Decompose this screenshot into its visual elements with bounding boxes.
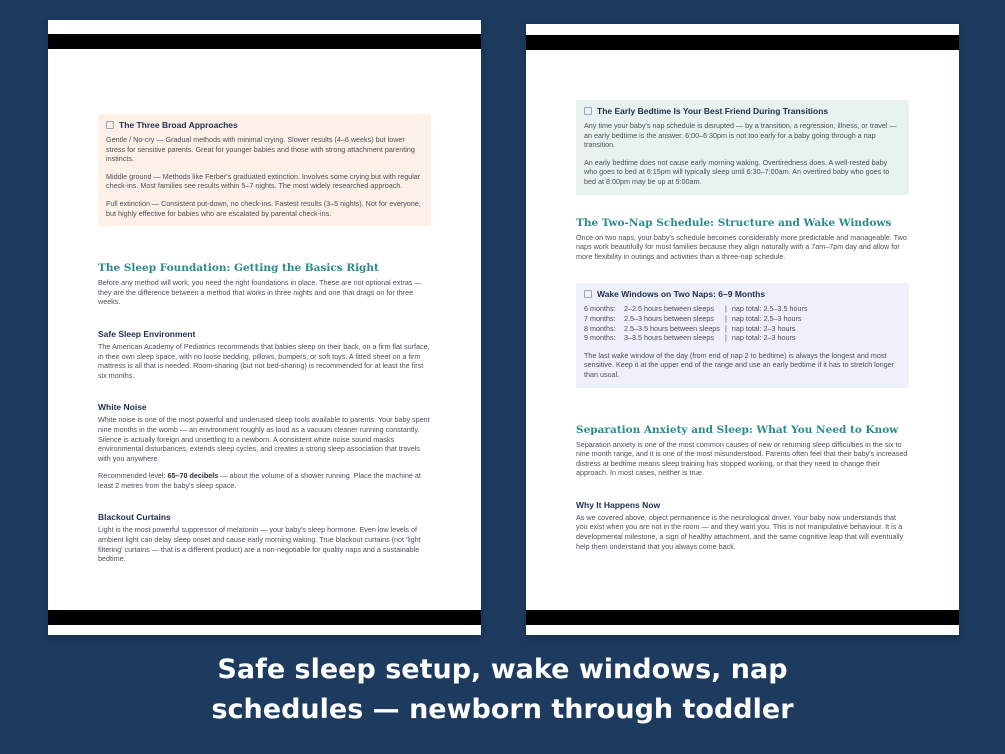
caption-line-1: Safe sleep setup, wake windows, nap <box>217 654 788 685</box>
early-bedtime-title: The Early Bedtime Is Your Best Friend During Transitions <box>597 106 829 116</box>
left-page <box>48 20 481 635</box>
approaches-callout <box>98 114 431 226</box>
separation-body: Separation anxiety is one of the most common causes of new or returning sleep difficulties in the six to nine month range, and it is one of the most misunderstood. Parents often feel that their baby's increased distress at bedtime means sleep training has stopped working, or that they need to change their approach. In most cases, neither is true. <box>576 439 908 478</box>
row-month: 6 months: <box>584 304 616 314</box>
caption-line-2: schedules — newborn through toddler <box>211 694 794 725</box>
callout-box-icon <box>584 290 592 298</box>
approaches-title: The Three Broad Approaches <box>119 120 238 130</box>
table-row <box>584 314 807 324</box>
row-separator: | <box>724 304 727 314</box>
row-range: 2–2.5 hours between sleeps <box>624 304 714 314</box>
why-body: As we covered above, object permanence is the neurological driver. Your baby now understands that you exist when you are not in the room — and they want you. This is not manipulative behaviour. It is a developmental milestone, a sign of healthy attachment, and the same cognitive leap that will eventually help them understand that you always come back. <box>576 512 904 551</box>
wake-windows-title: Wake Windows on Two Naps: 6–9 Months <box>597 289 766 300</box>
row-nap-total: nap total: 2–3 hours <box>731 333 796 343</box>
table-row <box>584 324 807 334</box>
row-nap-total: nap total: 2.5–3 hours <box>731 313 802 323</box>
page-top-bar <box>526 35 959 50</box>
caption <box>0 650 1005 730</box>
safe-sleep-heading: Safe Sleep Environment <box>98 328 196 339</box>
approach-gentle: Gentle / No-cry — Gradual methods with minimal crying. Slower results (4–6 weeks) but lower stress for sensitive parents. Great for younger babies and those with strong attachment parenting instincts. <box>106 135 415 164</box>
approach-extinction: Full extinction — Consistent put-down, no check-ins. Fastest results (3–5 nights). Not for everyone, but highly effective for babies who are escalated by parental check-ins. <box>106 198 421 218</box>
blackout-heading: Blackout Curtains <box>98 512 171 523</box>
page-top-bar <box>48 34 481 49</box>
row-separator: | <box>724 333 727 343</box>
callout-box-icon <box>106 121 114 129</box>
white-noise-body: White noise is one of the most powerful and underused sleep tools available to parents. Your baby spent nine months in the womb — an environment roughly as loud as a vacuum cleaner running constantly. Silence is actually foreign and unsettling to a newborn. A consistent white noise sound masks environmental disturbances, extends sleep cycles, and creates a strong sleep association that travels with you anywhere. <box>98 415 430 463</box>
row-range: 2.5–3 hours between sleeps <box>624 313 714 323</box>
right-page-content <box>576 100 909 559</box>
white-noise-level <box>98 471 431 490</box>
two-nap-heading: The Two-Nap Schedule: Structure and Wake Windows <box>576 216 892 229</box>
early-bedtime-p2: An early bedtime does not cause early morning waking. Overtiredness does. A well-rested baby who goes to bed at 6:15pm will typically sleep until 6:30–7:00am. An overtired baby who goes to bed at 8:00pm may be up at 5:00am. <box>584 157 890 186</box>
wake-windows-table <box>584 304 807 342</box>
row-separator: | <box>724 313 727 323</box>
early-bedtime-callout <box>576 100 909 195</box>
table-row <box>584 304 807 314</box>
wake-windows-callout <box>576 283 909 387</box>
two-nap-body: Once on two naps, your baby's schedule becomes considerably more predictable and manageable. Two naps work beautifully for most families because they align naturally with a 7am–7pm day and allow for more flexibility in outings and activities than a three-nap schedule. <box>576 232 907 261</box>
level-value: 65–70 decibels <box>167 471 219 481</box>
right-page <box>526 24 959 635</box>
left-page-content <box>98 114 431 572</box>
row-range: 2.5–3.5 hours between sleeps <box>624 323 720 333</box>
why-heading: Why It Happens Now <box>576 499 661 510</box>
table-row <box>584 333 807 343</box>
page-bottom-bar <box>526 610 959 625</box>
row-range: 3–3.5 hours between sleeps <box>624 333 714 343</box>
callout-box-icon <box>584 107 592 115</box>
level-suffix: — about the volume of a shower running. Place the machine at least 2 metres from the baby's sleep space. <box>98 471 421 490</box>
separation-heading: Separation Anxiety and Sleep: What You Need to Know <box>576 423 899 436</box>
approach-middle: Middle ground — Methods like Ferber's graduated extinction. Involves some crying but with regular check-ins. Most families see results within 5–7 nights. The most widely researched approach. <box>106 171 421 191</box>
safe-sleep-body: The American Academy of Pediatrics recommends that babies sleep on their back, on a firm flat surface, in their own sleep space, with no loose bedding, pillows, bumpers, or soft toys. A fitted sheet on a firm mattress is all that is needed. Room-sharing (but not bed-sharing) is recommended for at least the first six months. <box>98 341 430 380</box>
row-month: 9 months: <box>584 333 616 343</box>
foundation-intro: Before any method will work, you need the right foundations in place. These are not optional extras — they are the difference between a method that works in three nights and one that drags on for three weeks. <box>98 278 422 307</box>
blackout-body: Light is the most powerful suppressor of melatonin — your baby's sleep hormone. Even low levels of ambient light can delay sleep onset and cause early morning waking. True blackout curtains (not 'light filtering' curtains — that is a different product) are a non-negotiable for quality naps and a sustainable bedtime. <box>98 525 421 564</box>
row-nap-total: nap total: 2–3 hours <box>731 323 796 333</box>
page-bottom-bar <box>48 610 481 625</box>
row-separator: | <box>724 323 727 333</box>
row-nap-total: nap total: 2.5–3.5 hours <box>731 304 808 314</box>
level-prefix: Recommended level: <box>98 471 168 481</box>
early-bedtime-p1: Any time your baby's nap schedule is disrupted — by a transition, a regression, illness, or travel — an early bedtime is the answer. 6:00–6:30pm is not too early for a baby going through a nap transition. <box>584 121 897 150</box>
wake-windows-note: The last wake window of the day (from end of nap 2 to bedtime) is always the longest and most sensitive. Keep it at the upper end of the range and use an early bedtime if it has to stretch longer than usual. <box>584 350 895 379</box>
row-month: 8 months: <box>584 323 616 333</box>
white-noise-heading: White Noise <box>98 402 147 413</box>
foundation-heading: The Sleep Foundation: Getting the Basics Right <box>98 262 379 275</box>
row-month: 7 months: <box>584 313 616 323</box>
